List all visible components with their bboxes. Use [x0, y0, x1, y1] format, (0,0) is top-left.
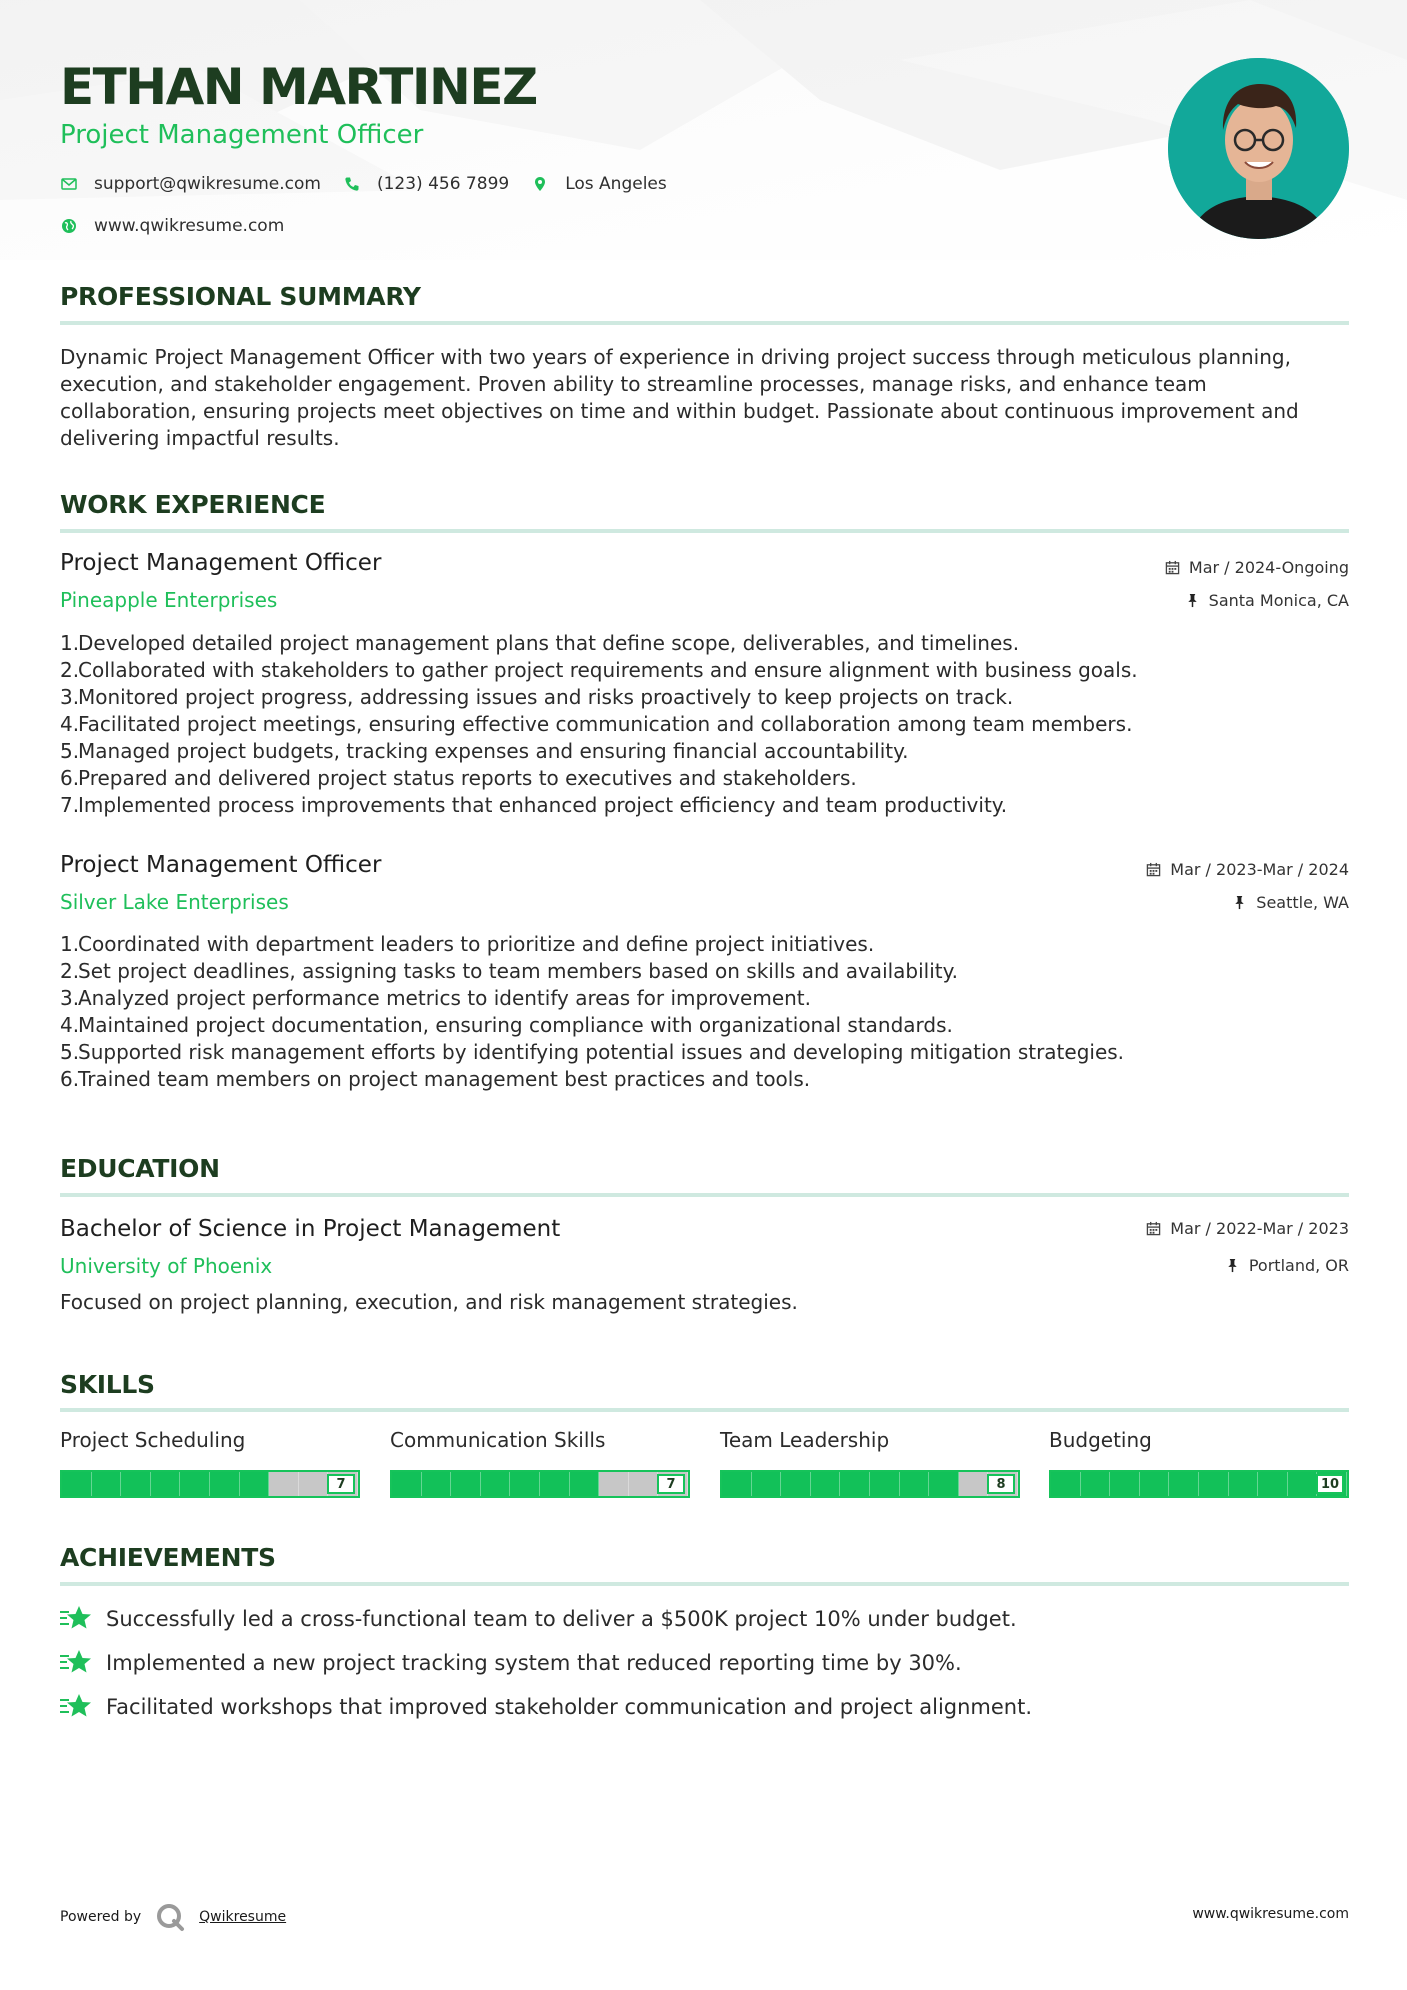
skill-item [60, 1428, 360, 1498]
list-item: 1. Developed detailed project management plans that define scope, deliverables, and timelines. [60, 631, 1020, 655]
skill-score: 10 [1316, 1474, 1344, 1494]
calendar-icon [1165, 560, 1181, 576]
skill-score: 7 [657, 1474, 685, 1494]
education-degree: Bachelor of Science in Project Management [60, 1216, 561, 1242]
skill-level-ticks [722, 1472, 1018, 1496]
skill-level-ticks [392, 1472, 688, 1496]
education-school: University of Phoenix [60, 1254, 273, 1278]
list-item: 7. Implemented process improvements that enhanced project efficiency and team productivity. [60, 793, 1008, 817]
job-2-location [1232, 893, 1349, 912]
star-badge-icon [60, 1604, 92, 1634]
job-1-location [1185, 591, 1349, 610]
contact-phone[interactable] [343, 174, 509, 194]
skill-item [1049, 1428, 1349, 1498]
achievements-heading: ACHIEVEMENTS [60, 1543, 276, 1572]
footer-powered-by [60, 1902, 286, 1932]
contact-row-2 [60, 216, 306, 236]
skill-name: Budgeting [1049, 1428, 1152, 1452]
skill-level-bar [60, 1470, 360, 1498]
skill-item [720, 1428, 1020, 1498]
education-dates [1146, 1219, 1349, 1238]
skill-name: Project Scheduling [60, 1428, 246, 1452]
list-item: 6. Trained team members on project management best practices and tools. [60, 1067, 811, 1091]
job-2-company: Silver Lake Enterprises [60, 890, 289, 914]
job-2-bullets [60, 931, 1349, 1093]
list-item: 6. Prepared and delivered project status reports to executives and stakeholders. [60, 766, 857, 790]
summary-heading: PROFESSIONAL SUMMARY [60, 282, 421, 311]
job-1-dates-text: Mar / 2024-Ongoing [1188, 558, 1349, 577]
job-1-dates [1165, 558, 1349, 577]
pushpin-icon [1225, 1258, 1241, 1274]
skill-name: Communication Skills [390, 1428, 606, 1452]
contact-website[interactable] [60, 216, 284, 236]
education-description: Focused on project planning, execution, and risk management strategies. [60, 1290, 798, 1314]
achievement-text: Successfully led a cross-functional team to deliver a $500K project 10% under budget. [106, 1607, 1017, 1631]
skill-level-bar [390, 1470, 690, 1498]
list-item: 4. Maintained project documentation, ensuring compliance with organizational standards. [60, 1013, 953, 1037]
achievement-item [60, 1604, 1017, 1634]
education-location-text: Portland, OR [1248, 1256, 1349, 1275]
job-2-location-text: Seattle, WA [1256, 893, 1349, 912]
qwikresume-link[interactable]: Qwikresume [199, 1909, 287, 1925]
list-item: 5. Supported risk management efforts by identifying potential issues and developing mitigation strategies. [60, 1040, 1125, 1064]
job-2-dates-text: Mar / 2023-Mar / 2024 [1170, 860, 1349, 879]
website-text: www.qwikresume.com [94, 216, 285, 236]
achievement-item [60, 1648, 962, 1678]
contact-row-1 [60, 174, 689, 194]
job-2-dates [1146, 860, 1349, 879]
pushpin-icon [1185, 593, 1201, 609]
education-location [1225, 1256, 1349, 1275]
candidate-title: Project Management Officer [60, 120, 424, 150]
star-badge-icon [60, 1648, 92, 1678]
experience-divider [60, 529, 1349, 533]
contact-email[interactable] [60, 174, 321, 194]
education-dates-text: Mar / 2022-Mar / 2023 [1170, 1219, 1349, 1238]
summary-divider [60, 321, 1349, 325]
achievement-text: Facilitated workshops that improved stakeholder communication and project alignment. [106, 1695, 1033, 1719]
experience-heading: WORK EXPERIENCE [60, 490, 326, 519]
star-badge-icon [60, 1692, 92, 1722]
list-item: 2. Collaborated with stakeholders to gather project requirements and ensure alignment with business goals. [60, 658, 1138, 682]
skills-heading: SKILLS [60, 1370, 155, 1399]
contact-location [531, 174, 667, 194]
skill-score: 8 [987, 1474, 1015, 1494]
skill-level-ticks [62, 1472, 358, 1496]
globe-icon [60, 217, 78, 235]
skill-score: 7 [327, 1474, 355, 1494]
skill-level-bar [1049, 1470, 1349, 1498]
location-text: Los Angeles [565, 174, 667, 194]
skill-level-bar [720, 1470, 1020, 1498]
map-pin-icon [531, 175, 549, 193]
powered-by-label: Powered by [60, 1909, 142, 1925]
achievements-divider [60, 1582, 1349, 1586]
job-1-location-text: Santa Monica, CA [1208, 591, 1349, 610]
summary-text: Dynamic Project Management Officer with two years of experience in driving project success through meticulous planning, execution, and stakeholder engagement. Proven ability to streamline processes, manage risks, and enhance team collaboration, ensuring projects meet objectives on time and within budget. Passionate about continuous improvement and delivering impactful results. [60, 345, 1299, 450]
skill-name: Team Leadership [720, 1428, 890, 1452]
calendar-icon [1146, 862, 1162, 878]
list-item: 1. Coordinated with department leaders to prioritize and define project initiatives. [60, 932, 875, 956]
phone-icon [343, 175, 361, 193]
candidate-name: ETHAN MARTINEZ [60, 58, 537, 116]
education-divider [60, 1193, 1349, 1197]
education-heading: EDUCATION [60, 1154, 220, 1183]
skill-level-ticks [1051, 1472, 1347, 1496]
pushpin-icon [1232, 895, 1248, 911]
job-1-company: Pineapple Enterprises [60, 588, 278, 612]
achievement-text: Implemented a new project tracking system that reduced reporting time by 30%. [106, 1651, 962, 1675]
skills-divider [60, 1408, 1349, 1412]
list-item: 3. Monitored project progress, addressing issues and risks proactively to keep projects on track. [60, 685, 1014, 709]
calendar-icon [1146, 1221, 1162, 1237]
avatar [1168, 58, 1349, 239]
phone-text: (123) 456 7899 [376, 174, 510, 194]
footer-website-link[interactable]: www.qwikresume.com [1192, 1906, 1349, 1922]
email-text: support@qwikresume.com [94, 174, 321, 194]
list-item: 3. Analyzed project performance metrics to identify areas for improvement. [60, 986, 811, 1010]
job-1-bullets [60, 630, 1349, 819]
job-2-title: Project Management Officer [60, 852, 382, 878]
list-item: 2. Set project deadlines, assigning tasks to team members based on skills and availability. [60, 959, 958, 983]
job-1-title: Project Management Officer [60, 550, 382, 576]
list-item: 5. Managed project budgets, tracking expenses and ensuring financial accountability. [60, 739, 909, 763]
achievement-item [60, 1692, 1032, 1722]
list-item: 4. Facilitated project meetings, ensuring effective communication and collaboration among team members. [60, 712, 1133, 736]
skill-item [390, 1428, 690, 1498]
qwikresume-logo-icon [155, 1902, 185, 1932]
envelope-icon [60, 175, 78, 193]
